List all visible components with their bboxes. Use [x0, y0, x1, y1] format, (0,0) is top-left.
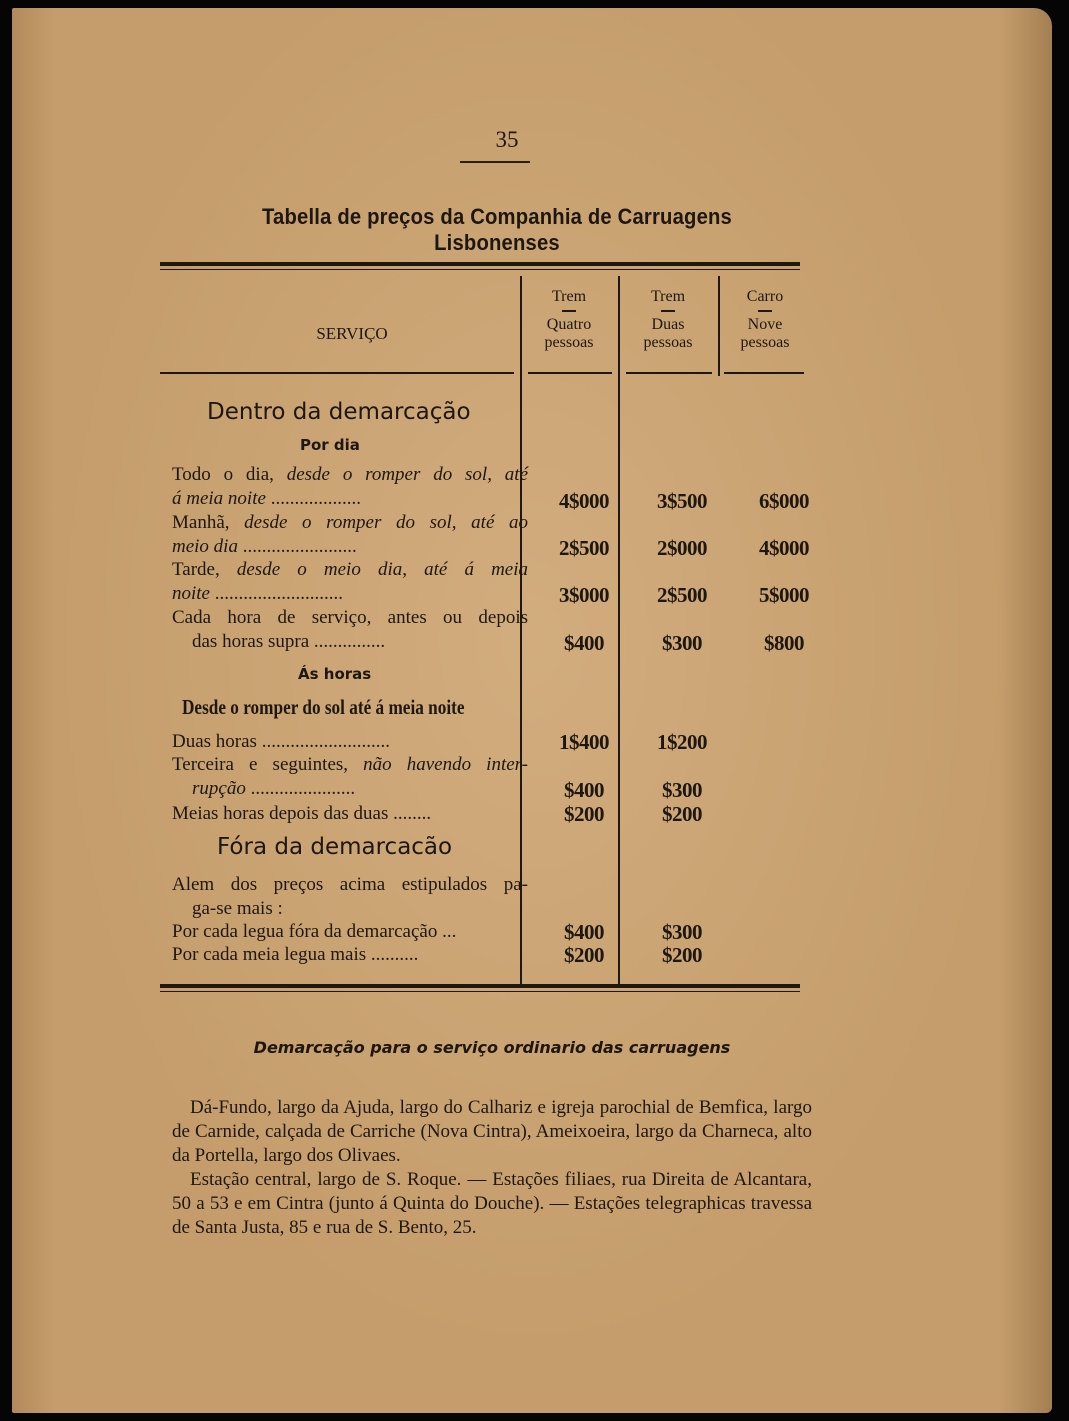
table-row: Meias horas depois das duas ........ — [172, 803, 432, 824]
table-top-rule — [160, 262, 800, 266]
column-header-carro-nove — [720, 288, 810, 352]
by-day-label: Por dia — [300, 436, 360, 454]
column-vehicle: Trem — [551, 288, 587, 305]
column-vehicle: Carro — [746, 288, 784, 305]
price-cell: $300 — [662, 778, 702, 802]
price-cell: 4$000 — [559, 489, 609, 513]
price-cell: 3$000 — [559, 583, 609, 607]
section-inside-heading: Dentro da demarcação — [207, 399, 471, 425]
price-cell: $200 — [564, 802, 604, 826]
price-cell: $400 — [564, 920, 604, 944]
column-header-trem-duas — [622, 288, 714, 352]
price-cell: $400 — [564, 778, 604, 802]
page-title: Tabella de preços da Companhia de Carruagens Lisbonenses — [261, 204, 733, 255]
column-capacity: Nove pessoas — [740, 316, 790, 351]
header-dash — [562, 310, 576, 312]
price-cell: 5$000 — [759, 583, 809, 607]
price-cell: 1$400 — [559, 730, 609, 754]
price-cell: $800 — [764, 631, 804, 655]
book-page — [12, 8, 1052, 1413]
table-row: Todo o dia, desde o romper do sol, até á meia noite ................... — [172, 464, 528, 509]
table-row: Manhã, desde o romper do sol, até ao meio dia ........................ — [172, 512, 528, 557]
price-cell: $200 — [564, 943, 604, 967]
header-rule-service — [160, 372, 514, 374]
column-header-trem-quatro — [524, 288, 614, 352]
price-cell: 4$000 — [759, 536, 809, 560]
table-bottom-rule-thin — [160, 991, 800, 992]
stations-paragraph: Estação central, largo de S. Roque. — Estações filiaes, rua Direita de Alcantara, 50 a 53 e em Cintra (junto á Quinta do Douche). — Estações telegraphicas travessa de Santa Justa, 85 e rua de S. Bento, 25. — [172, 1169, 812, 1238]
header-dash — [661, 310, 675, 312]
table-row: Tarde, desde o meio dia, até á meia noite ........................... — [172, 559, 529, 604]
section-outside-heading: Fóra da demarcacão — [217, 834, 453, 860]
column-divider-2 — [618, 276, 620, 984]
demarcation-paragraph: Dá-Fundo, largo da Ajuda, largo do Calhariz e igreja parochial de Bemfica, largo de Carnide, calçada de Carriche (Nova Cintra), Ameixoeira, largo da Charneca, alto da Portella, largo dos Olivaes. — [172, 1097, 812, 1166]
table-row: Por cada meia legua mais .......... — [172, 944, 419, 965]
table-row: Duas horas ........................... — [172, 731, 390, 752]
price-cell: 6$000 — [759, 489, 809, 513]
table-bottom-rule — [160, 984, 800, 988]
price-cell: 2$500 — [657, 583, 707, 607]
page-number: 35 — [495, 127, 519, 152]
by-hour-heading: Desde o romper do sol até á meia noite — [182, 695, 465, 719]
outside-note: Alem dos preços acima estipulados pa- ga-se mais : — [172, 874, 528, 919]
table-top-rule-thin — [160, 269, 800, 270]
table-row: Por cada legua fóra da demarcação ... — [172, 921, 457, 942]
price-cell: 3$500 — [657, 489, 707, 513]
column-vehicle: Trem — [650, 288, 686, 305]
table-row: Terceira e seguintes, não havendo inter- rupção ...................... — [172, 754, 529, 799]
column-capacity: Duas pessoas — [643, 316, 693, 351]
price-cell: $200 — [662, 802, 702, 826]
header-dash — [758, 310, 772, 312]
by-hour-label: Ás horas — [298, 665, 372, 683]
price-cell: 2$500 — [559, 536, 609, 560]
header-rule-col2 — [626, 372, 712, 374]
demarcation-heading: Demarcação para o serviço ordinario das carruagens — [253, 1038, 731, 1057]
price-cell: $400 — [564, 631, 604, 655]
price-cell: $200 — [662, 943, 702, 967]
page-number-rule — [460, 161, 530, 163]
price-cell: $300 — [662, 920, 702, 944]
price-cell: 2$000 — [657, 536, 707, 560]
table-row: Cada hora de serviço, antes ou depois das horas supra ............... — [172, 607, 528, 652]
column-capacity: Quatro pessoas — [544, 316, 594, 351]
price-cell: 1$200 — [657, 730, 707, 754]
service-column-header: SERVIÇO — [316, 324, 388, 343]
price-cell: $300 — [662, 631, 702, 655]
header-rule-col3 — [724, 372, 804, 374]
header-rule-col1 — [528, 372, 612, 374]
